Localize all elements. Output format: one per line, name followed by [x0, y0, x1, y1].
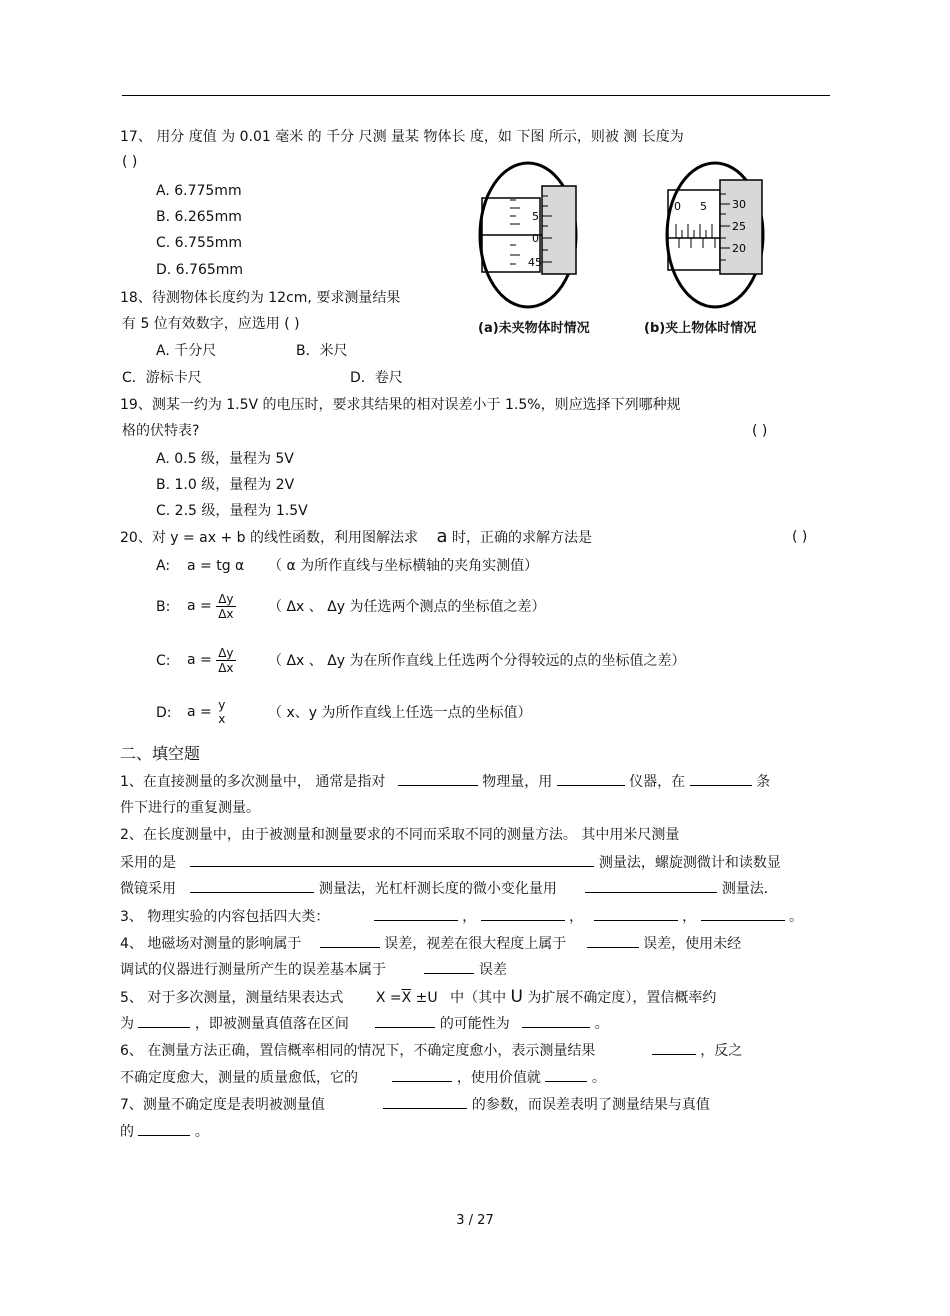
fill-5-u-symbol: U [510, 987, 523, 1007]
fill-4-blank-2[interactable] [587, 933, 639, 948]
fill-6-blank-1[interactable] [652, 1040, 696, 1055]
fill-2-line-2 [120, 852, 781, 873]
fig-b-sleeve-0: 0 [674, 200, 681, 213]
q20-option-a-label: A: [156, 558, 171, 574]
fill-1-blank-2[interactable] [557, 771, 625, 786]
q19-option-a: A. 0.5 级，量程为 5V [156, 451, 294, 467]
q20-option-b-label: B: [156, 599, 171, 615]
fill-6-text-a: 6、 在测量方法正确，置信概率相同的情况下，不确定度愈小，表示测量结果 [120, 1043, 596, 1059]
fill-2-text-b: 采用的是 [120, 855, 176, 871]
micrometer-caption-a: (a)未夹物体时情况 [478, 321, 590, 336]
fill-2-line-1: 2、在长度测量中，由于被测量和测量要求的不同而采取不同的测量方法。 其中用米尺测量 [120, 827, 680, 843]
fill-6-line-2 [120, 1067, 606, 1088]
fill-4-line-2 [120, 959, 507, 980]
q20-c-eq: a = [187, 652, 212, 668]
q19-answer-paren: ( ) [752, 423, 768, 439]
q19-option-b: B. 1.0 级，量程为 2V [156, 477, 295, 493]
fill-5-text-e: ，即被测量真值落在区间 [194, 1016, 349, 1032]
q20-b-eq: a = [187, 598, 212, 614]
fill-6-text-d: ，使用价值就 [456, 1070, 541, 1086]
fill-5-blank-2[interactable] [375, 1013, 435, 1028]
q19-option-c: C. 2.5 级，量程为 1.5V [156, 503, 308, 519]
fill-5-line-1 [120, 987, 716, 1008]
q20-d-den: x [218, 712, 226, 726]
q20-c-den: Δx [218, 660, 234, 675]
q17-option-c: C. 6.755mm [156, 235, 243, 251]
fill-2-blank-1[interactable] [190, 852, 594, 867]
q20-stem-post: 时，正确的求解方法是 [451, 530, 592, 546]
fill-3-text-a: 3、 物理实验的内容包括四大类： [120, 909, 330, 925]
q20-option-d-label: D: [156, 705, 172, 721]
fill-3-blank-1[interactable] [374, 906, 458, 921]
q18-option-b: B．米尺 [296, 343, 348, 359]
q20-b-num: Δy [218, 591, 234, 606]
q17-option-d: D. 6.765mm [156, 262, 244, 278]
fill-7-text-d: 。 [194, 1124, 209, 1140]
q18-option-a: A. 千分尺 [156, 343, 217, 359]
fill-7-text-b: 的参数，而误差表明了测量结果与真值 [471, 1097, 710, 1113]
q17-answer-paren: ( ) [122, 154, 138, 170]
q20-b-fraction [216, 592, 235, 621]
q20-c-fraction [216, 646, 235, 675]
fill-3-comma-2: ， [569, 909, 584, 925]
q20-d-fraction [216, 698, 227, 726]
fill-5-formula-xbar: $\overline{X}$ [401, 990, 412, 1006]
fill-4-blank-3[interactable] [424, 959, 474, 974]
fill-2-text-e: 测量法，光杠杆测长度的微小变化量用 [318, 881, 557, 897]
fill-4-text-e: 误差 [478, 962, 507, 978]
fill-4-text-c: 误差，使用未经 [643, 936, 742, 952]
q20-option-d-note: （ x、y 为所作直线上任选一点的坐标值） [268, 705, 532, 721]
fill-6-blank-3[interactable] [545, 1067, 587, 1082]
q20-d-num: y [218, 698, 226, 712]
micrometer-figure-a [476, 160, 586, 310]
fill-5-blank-1[interactable] [138, 1013, 190, 1028]
q20-option-a-formula: a = tg α [187, 558, 245, 574]
fill-1-text-b: 物理量，用 [482, 774, 553, 790]
q20-option-c-label: C: [156, 653, 171, 669]
page-number: 3 / 27 [456, 1213, 494, 1228]
fill-3-comma-1: ， [462, 909, 477, 925]
q18-option-d: D．卷尺 [350, 370, 403, 386]
fill-5-formula-x: X = [375, 990, 402, 1006]
fill-1-text-d: 条 [756, 774, 771, 790]
fill-5-period: 。 [594, 1016, 609, 1032]
fill-3-blank-4[interactable] [701, 906, 785, 921]
fill-1-text-c: 仪器，在 [629, 774, 686, 790]
section-fill-in-title: 二、填空题 [120, 744, 201, 763]
fill-6-text-c: 不确定度愈大，测量的质量愈低，它的 [120, 1070, 358, 1086]
header-rule [122, 95, 830, 96]
q20-option-d-formula [187, 694, 227, 730]
fill-3-blank-3[interactable] [594, 906, 678, 921]
q20-option-c-formula [187, 642, 236, 678]
fill-5-text-c: 为扩展不确定度），置信概率约 [527, 990, 717, 1006]
fill-7-blank-1[interactable] [383, 1094, 467, 1109]
fig-a-mark-45: 45 [528, 256, 542, 269]
fill-3-comma-3: ， [682, 909, 697, 925]
fill-4-line-1 [120, 933, 741, 954]
fill-3-line [120, 906, 803, 927]
q20-answer-paren: ( ) [792, 529, 808, 545]
q18-stem-2: 有 5 位有效数字，应选用 ( ) [122, 316, 300, 332]
fill-1-blank-3[interactable] [690, 771, 752, 786]
fill-5-text-f: 的可能性为 [439, 1016, 510, 1032]
fig-b-mark-20: 20 [732, 242, 746, 255]
fill-5-blank-3[interactable] [522, 1013, 590, 1028]
fig-b-mark-30: 30 [732, 198, 746, 211]
q19-stem-2: 格的伏特表? [122, 423, 200, 439]
fill-4-text-d: 调试的仪器进行测量所产生的误差基本属于 [120, 962, 386, 978]
q20-b-den: Δx [218, 606, 234, 621]
fill-3-blank-2[interactable] [481, 906, 565, 921]
fill-3-period: 。 [788, 909, 803, 925]
fig-b-mark-25: 25 [732, 220, 746, 233]
fill-6-period: 。 [591, 1070, 606, 1086]
fill-2-blank-2[interactable] [190, 878, 314, 893]
q20-stem-a: a [436, 526, 448, 547]
q20-stem [120, 527, 592, 548]
fill-5-text-a: 5、 对于多次测量，测量结果表达式 [120, 990, 344, 1006]
fill-4-text-a: 4、 地磁场对测量的影响属于 [120, 936, 302, 952]
micrometer-caption-b: (b)夹上物体时情况 [644, 321, 757, 336]
q19-stem: 19、测某一约为 1.5V 的电压时，要求其结果的相对误差小于 1.5%，则应选择下列哪种规 [120, 397, 681, 413]
fill-1-line-1 [120, 771, 770, 792]
fill-2-text-f: 测量法． [721, 881, 778, 897]
fig-a-mark-5: 5 [532, 210, 539, 223]
fill-2-blank-3[interactable] [585, 878, 717, 893]
q17-stem: 17、 用分 度值 为 0.01 毫米 的 千分 尺测 量某 物体长 度，如 下图 所示，则被 测 长度为 [120, 129, 684, 145]
fill-7-line-2 [120, 1121, 209, 1142]
q20-option-a-note: （ α 为所作直线与坐标横轴的夹角实测值） [268, 558, 539, 574]
fill-6-text-b: ，反之 [700, 1043, 743, 1059]
fill-1-blank-1[interactable] [398, 771, 478, 786]
q20-option-b-formula [187, 588, 236, 624]
fig-b-sleeve-5: 5 [700, 200, 707, 213]
fill-6-blank-2[interactable] [392, 1067, 452, 1082]
fill-7-text-a: 7、测量不确定度是表明被测量值 [120, 1097, 325, 1113]
micrometer-figure-b [660, 160, 770, 310]
fill-2-line-3 [120, 878, 778, 899]
fill-1-text-a: 1、在直接测量的多次测量中， 通常是指对 [120, 774, 386, 790]
fill-5-line-2 [120, 1013, 609, 1034]
fill-4-blank-1[interactable] [320, 933, 380, 948]
fill-6-line-1 [120, 1040, 742, 1061]
fill-7-blank-2[interactable] [138, 1121, 190, 1136]
q18-stem: 18、待测物体长度约为 12cm, 要求测量结果 [120, 290, 401, 306]
fill-5-text-d: 为 [120, 1016, 134, 1032]
q20-d-eq: a = [187, 704, 212, 720]
fill-7-text-c: 的 [120, 1124, 134, 1140]
fill-4-text-b: 误差，视差在很大程度上属于 [384, 936, 567, 952]
q20-option-b-note: （ Δx 、 Δy 为任选两个测点的坐标值之差） [268, 599, 546, 615]
q17-option-a: A. 6.775mm [156, 183, 242, 199]
fig-a-mark-0: 0 [532, 232, 539, 245]
fill-1-line-2: 件下进行的重复测量。 [120, 800, 260, 816]
q20-c-num: Δy [218, 645, 234, 660]
fill-5-formula-u: ±U [411, 990, 438, 1006]
fill-2-text-d: 微镜采用 [120, 881, 176, 897]
q17-option-b: B. 6.265mm [156, 209, 242, 225]
q20-option-c-note: （ Δx 、 Δy 为在所作直线上任选两个分得较远的点的坐标值之差） [268, 653, 686, 669]
q18-option-c: C．游标卡尺 [122, 370, 202, 386]
q20-stem-pre: 20、对 y = ax + b 的线性函数，利用图解法求 [120, 530, 419, 546]
fill-2-text-c: 测量法，螺旋测微计和读数显 [598, 855, 781, 871]
fill-5-text-b: 中（其中 [450, 990, 507, 1006]
fill-7-line-1 [120, 1094, 710, 1115]
